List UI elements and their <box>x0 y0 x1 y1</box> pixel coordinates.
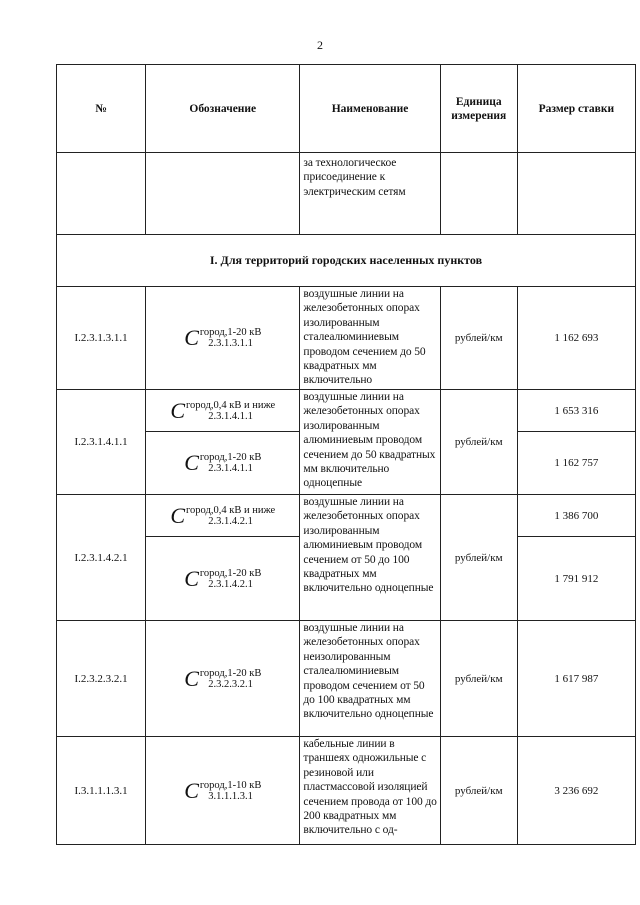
row-rate: 1 617 987 <box>517 621 635 737</box>
row-name: воздушные линии на железобетонных опорах неизолированным сталеалюминиевым проводом сечением от 50 до 100 квадратных мм включительно одноцепные <box>300 621 440 737</box>
continued-row <box>57 153 636 235</box>
table-row <box>57 737 636 845</box>
page-number: 2 <box>317 38 323 52</box>
table-row <box>57 390 636 432</box>
row-rate: 1 791 912 <box>517 537 635 621</box>
table-row <box>57 621 636 737</box>
designation-superscript: город,0,4 кВ и ниже <box>186 399 276 411</box>
designation-subscript: 2.3.2.3.2.1 <box>208 678 253 690</box>
designation-superscript: город,1-20 кВ <box>199 327 262 338</box>
designation: C город,1-20 кВ 2.3.1.4.1.1 <box>146 432 300 495</box>
designation: C город,1-20 кВ 2.3.1.4.2.1 <box>146 537 300 621</box>
designation-superscript: город,1-10 кВ <box>199 779 262 791</box>
designation: C город,0,4 кВ и ниже 2.3.1.4.1.1 <box>146 390 300 432</box>
row-number: I.2.3.1.3.1.1 <box>57 287 146 390</box>
designation-subscript: 2.3.1.4.2.1 <box>208 515 253 527</box>
row-unit: рублей/км <box>440 495 517 621</box>
header-code: Обозначение <box>146 65 300 153</box>
section-row <box>57 235 636 287</box>
continued-name: за технологическое присоединение к электрическим сетям <box>300 153 440 235</box>
row-name: воздушные линии на железобетонных опорах изолированным алюминиевым проводом сечением до 50 квадратных мм включительно одноцепные <box>300 390 440 495</box>
designation-subscript: 2.3.1.3.1.1 <box>208 338 253 349</box>
tariff-table <box>56 64 636 845</box>
designation: C город,1-10 кВ 3.1.1.1.3.1 <box>146 737 300 845</box>
row-rate: 1 162 693 <box>517 287 635 390</box>
row-number: I.3.1.1.1.3.1 <box>57 737 146 845</box>
designation-subscript: 2.3.1.4.1.1 <box>208 410 253 422</box>
row-number: I.2.3.1.4.1.1 <box>57 390 146 495</box>
row-name: воздушные линии на железобетонных опорах изолированным алюминиевым проводом сечением от 50 до 100 квадратных мм включительно одноцепные <box>300 495 440 621</box>
designation-superscript: город,1-20 кВ <box>199 452 262 463</box>
designation-subscript: 2.3.1.4.1.1 <box>208 463 253 474</box>
row-unit: рублей/км <box>440 287 517 390</box>
designation-superscript: город,1-20 кВ <box>199 667 262 679</box>
row-name: кабельные линии в траншеях одножильные с резиновой или пластмассовой изоляцией сечением провода от 100 до 200 квадратных мм включительно с од- <box>300 737 440 845</box>
header-rate: Размер ставки <box>517 65 635 153</box>
designation: C город,1-20 кВ 2.3.1.3.1.1 <box>146 287 300 390</box>
row-rate: 3 236 692 <box>517 737 635 845</box>
designation: C город,0,4 кВ и ниже 2.3.1.4.2.1 <box>146 495 300 537</box>
table-row <box>57 287 636 390</box>
designation-subscript: 2.3.1.4.2.1 <box>208 578 253 590</box>
row-rate: 1 653 316 <box>517 390 635 432</box>
row-number: I.2.3.2.3.2.1 <box>57 621 146 737</box>
row-number: I.2.3.1.4.2.1 <box>57 495 146 621</box>
row-rate: 1 162 757 <box>517 432 635 495</box>
header-unit: Единица измерения <box>440 65 517 153</box>
designation-subscript: 3.1.1.1.3.1 <box>208 790 253 802</box>
designation: C город,1-20 кВ 2.3.2.3.2.1 <box>146 621 300 737</box>
table-header-row <box>57 65 636 153</box>
table-row <box>57 495 636 537</box>
header-name: Наименование <box>300 65 440 153</box>
row-name: воздушные линии на железобетонных опорах изолированным сталеалюминиевым проводом сечением до 50 квадратных мм включительно <box>300 287 440 390</box>
row-rate: 1 386 700 <box>517 495 635 537</box>
designation-superscript: город,0,4 кВ и ниже <box>186 504 276 516</box>
designation-superscript: город,1-20 кВ <box>199 567 262 579</box>
section-title: I. Для территорий городских населенных пунктов <box>57 235 636 287</box>
header-num: № <box>57 65 146 153</box>
row-unit: рублей/км <box>440 737 517 845</box>
row-unit: рублей/км <box>440 390 517 495</box>
row-unit: рублей/км <box>440 621 517 737</box>
